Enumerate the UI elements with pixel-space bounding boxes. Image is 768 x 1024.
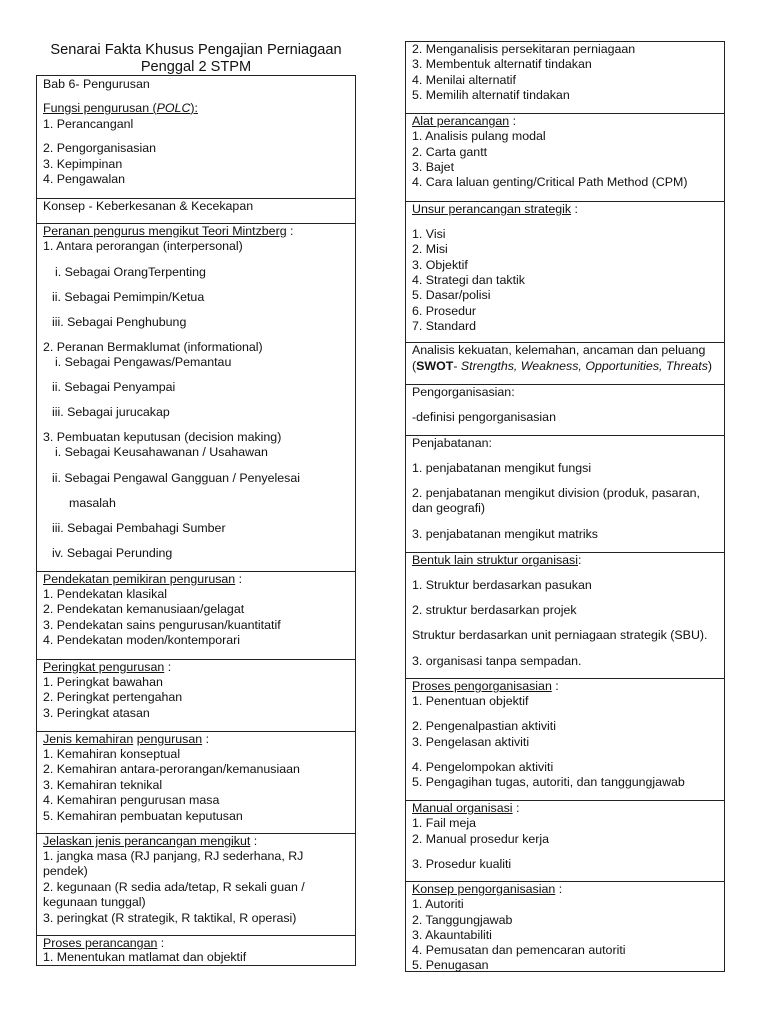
list-item: 4. Pemusatan dan pemencaran autoriti bbox=[412, 943, 626, 957]
list-item: iii. Sebagai jurucakap bbox=[52, 405, 170, 419]
list-item: 1. Kemahiran konseptual bbox=[43, 747, 181, 761]
section-bentuk-lain bbox=[406, 552, 724, 678]
list-item: 1. Penentuan objektif bbox=[412, 694, 529, 708]
section-heading: Penjabatanan: bbox=[412, 436, 492, 450]
swot-line: (SWOT- Strengths, Weakness, Opportunities, Threats) bbox=[412, 359, 713, 373]
section-heading: Pengorganisasian: bbox=[412, 385, 515, 399]
list-item: 3. Akauntabiliti bbox=[412, 928, 492, 942]
list-item: 3. Prosedur kualiti bbox=[412, 857, 512, 871]
list-item: 6. Prosedur bbox=[412, 304, 477, 318]
title-line-1: Senarai Fakta Khusus Pengajian Perniagaan bbox=[50, 42, 342, 58]
list-item: 2. Peranan Bermaklumat (informational) bbox=[43, 340, 263, 354]
list-item: ii. Sebagai Pemimpin/Ketua bbox=[52, 290, 205, 304]
list-item: 4. Pendekatan moden/kontemporari bbox=[43, 633, 240, 647]
list-item: iii. Sebagai Penghubung bbox=[52, 315, 187, 329]
section-heading: Alat perancangan : bbox=[412, 114, 517, 128]
list-item: 2. Tanggungjawab bbox=[412, 913, 513, 927]
list-item: 2. Menganalisis persekitaran perniagaan bbox=[412, 42, 636, 56]
section-proses-pengorganisasian bbox=[406, 678, 724, 800]
section-penjabatanan bbox=[406, 435, 724, 552]
list-item: 3. Kepimpinan bbox=[43, 157, 123, 171]
section-heading: Konsep pengorganisasian : bbox=[412, 882, 563, 896]
list-item: 1. Struktur berdasarkan pasukan bbox=[412, 578, 592, 592]
list-item: 4. Menilai alternatif bbox=[412, 73, 516, 87]
list-item: 3. Bajet bbox=[412, 160, 455, 174]
list-item: 1. Menentukan matlamat dan objektif bbox=[43, 950, 247, 964]
list-item: -definisi pengorganisasian bbox=[412, 410, 556, 424]
list-item: 1. jangka masa (RJ panjang, RJ sederhana, RJ pendek) bbox=[43, 849, 304, 879]
list-item: 3. Objektif bbox=[412, 258, 468, 272]
left-column bbox=[36, 75, 356, 966]
list-item: masalah bbox=[69, 496, 116, 510]
list-item: 5. Pengagihan tugas, autoriti, dan tanggungjawab bbox=[412, 775, 685, 789]
chapter-heading: Bab 6- Pengurusan bbox=[43, 77, 150, 91]
section-pendekatan bbox=[37, 571, 355, 659]
list-item: 2. Peringkat pertengahan bbox=[43, 690, 183, 704]
list-item: 3. Peringkat atasan bbox=[43, 706, 150, 720]
section-proses-perancangan bbox=[37, 935, 355, 965]
list-item: 3. Membentuk alternatif tindakan bbox=[412, 57, 592, 71]
document-title bbox=[36, 42, 356, 76]
list-item: 1. Visi bbox=[412, 227, 446, 241]
section-heading: Peringkat pengurusan : bbox=[43, 660, 172, 674]
list-item: 3. Kemahiran teknikal bbox=[43, 778, 163, 792]
section-heading: Peranan pengurus mengikut Teori Mintzberg : bbox=[43, 224, 294, 238]
section-mintzberg bbox=[37, 223, 355, 571]
list-item: 4. Cara laluan genting/Critical Path Method (CPM) bbox=[412, 175, 688, 189]
list-item: iv. Sebagai Perunding bbox=[52, 546, 173, 560]
list-item: i. Sebagai Keusahawanan / Usahawan bbox=[55, 445, 268, 459]
section-heading: Jelaskan jenis perancangan mengikut : bbox=[43, 834, 258, 848]
section-jenis-kemahiran bbox=[37, 731, 355, 833]
list-item: 2. Pendekatan kemanusiaan/gelagat bbox=[43, 602, 245, 616]
section-unsur-strategik bbox=[406, 201, 724, 342]
section-konsep-pengorganisasian bbox=[406, 881, 724, 971]
list-item: 4. Pengelompokan aktiviti bbox=[412, 760, 554, 774]
list-item: 3. organisasi tanpa sempadan. bbox=[412, 654, 582, 668]
section-jelaskan bbox=[37, 833, 355, 935]
section-heading: Bentuk lain struktur organisasi: bbox=[412, 553, 582, 567]
section-heading: Unsur perancangan strategik : bbox=[412, 202, 578, 216]
section-manual-organisasi bbox=[406, 800, 724, 881]
list-item: 7. Standard bbox=[412, 319, 477, 333]
list-item: 1. Antara perorangan (interpersonal) bbox=[43, 239, 243, 253]
polc-heading: Fungsi pengurusan (POLC): bbox=[43, 101, 198, 115]
konsep-text: Konsep - Keberkesanan & Kecekapan bbox=[43, 199, 254, 213]
list-item: 1. Pendekatan klasikal bbox=[43, 587, 167, 601]
list-item: 5. Dasar/polisi bbox=[412, 288, 491, 302]
list-item: 2. penjabatanan mengikut division (produk, pasaran, dan geografi) bbox=[412, 486, 700, 516]
list-item: 4. Pengawalan bbox=[43, 172, 125, 186]
list-item: 3. penjabatanan mengikut matriks bbox=[412, 527, 598, 541]
list-item: ii. Sebagai Penyampai bbox=[52, 380, 176, 394]
list-item: 3. peringkat (R strategik, R taktikal, R operasi) bbox=[43, 911, 297, 925]
section-peringkat bbox=[37, 659, 355, 731]
right-column bbox=[405, 41, 725, 972]
list-item: 1. penjabatanan mengikut fungsi bbox=[412, 461, 592, 475]
list-item: 2. Pengenalpastian aktiviti bbox=[412, 719, 556, 733]
section-proses-perancangan-cont bbox=[406, 42, 724, 113]
list-item: 1. Autoriti bbox=[412, 897, 464, 911]
list-item: 2. Carta gantt bbox=[412, 145, 488, 159]
list-item: 2. Misi bbox=[412, 242, 448, 256]
list-item: 2. Kemahiran antara-perorangan/kemanusiaan bbox=[43, 762, 300, 776]
section-bab-6 bbox=[37, 76, 355, 198]
list-item: 3. Pengelasan aktiviti bbox=[412, 735, 530, 749]
section-heading: Manual organisasi : bbox=[412, 801, 520, 815]
list-item: 5. Penugasan bbox=[412, 958, 489, 972]
list-item: ii. Sebagai Pengawal Gangguan / Penyelesai bbox=[52, 471, 300, 485]
list-item: 2. Pengorganisasian bbox=[43, 141, 156, 155]
section-swot bbox=[406, 342, 724, 384]
list-item: 1. Peringkat bawahan bbox=[43, 675, 163, 689]
list-item: Struktur berdasarkan unit perniagaan strategik (SBU). bbox=[412, 628, 708, 642]
list-item: 5. Kemahiran pembuatan keputusan bbox=[43, 809, 243, 823]
list-item: 2. struktur berdasarkan projek bbox=[412, 603, 577, 617]
title-line-2: Penggal 2 STPM bbox=[140, 59, 252, 75]
list-item: 4. Strategi dan taktik bbox=[412, 273, 525, 287]
list-item: 3. Pendekatan sains pengurusan/kuantitatif bbox=[43, 618, 281, 632]
list-item: iii. Sebagai Pembahagi Sumber bbox=[52, 521, 226, 535]
list-item: 1. Analisis pulang modal bbox=[412, 129, 546, 143]
section-heading: Jenis kemahiran pengurusan : bbox=[43, 732, 210, 746]
list-item: 5. Memilih alternatif tindakan bbox=[412, 88, 570, 102]
list-item: 4. Kemahiran pengurusan masa bbox=[43, 793, 220, 807]
list-item: i. Sebagai Pengawas/Pemantau bbox=[55, 355, 232, 369]
list-item: 2. kegunaan (R sedia ada/tetap, R sekali guan / kegunaan tunggal) bbox=[43, 880, 305, 910]
list-item: 2. Manual prosedur kerja bbox=[412, 832, 550, 846]
section-heading: Proses perancangan : bbox=[43, 936, 165, 950]
section-konsep bbox=[37, 198, 355, 223]
section-pengorganisasian bbox=[406, 384, 724, 435]
section-heading: Proses pengorganisasian : bbox=[412, 679, 559, 693]
section-alat-perancangan bbox=[406, 113, 724, 201]
swot-line: Analisis kekuatan, kelemahan, ancaman dan peluang bbox=[412, 343, 706, 357]
list-item: 1. Perancanganl bbox=[43, 117, 134, 131]
section-heading: Pendekatan pemikiran pengurusan : bbox=[43, 572, 243, 586]
list-item: 1. Fail meja bbox=[412, 816, 477, 830]
list-item: 3. Pembuatan keputusan (decision making) bbox=[43, 430, 282, 444]
list-item: i. Sebagai OrangTerpenting bbox=[55, 265, 206, 279]
